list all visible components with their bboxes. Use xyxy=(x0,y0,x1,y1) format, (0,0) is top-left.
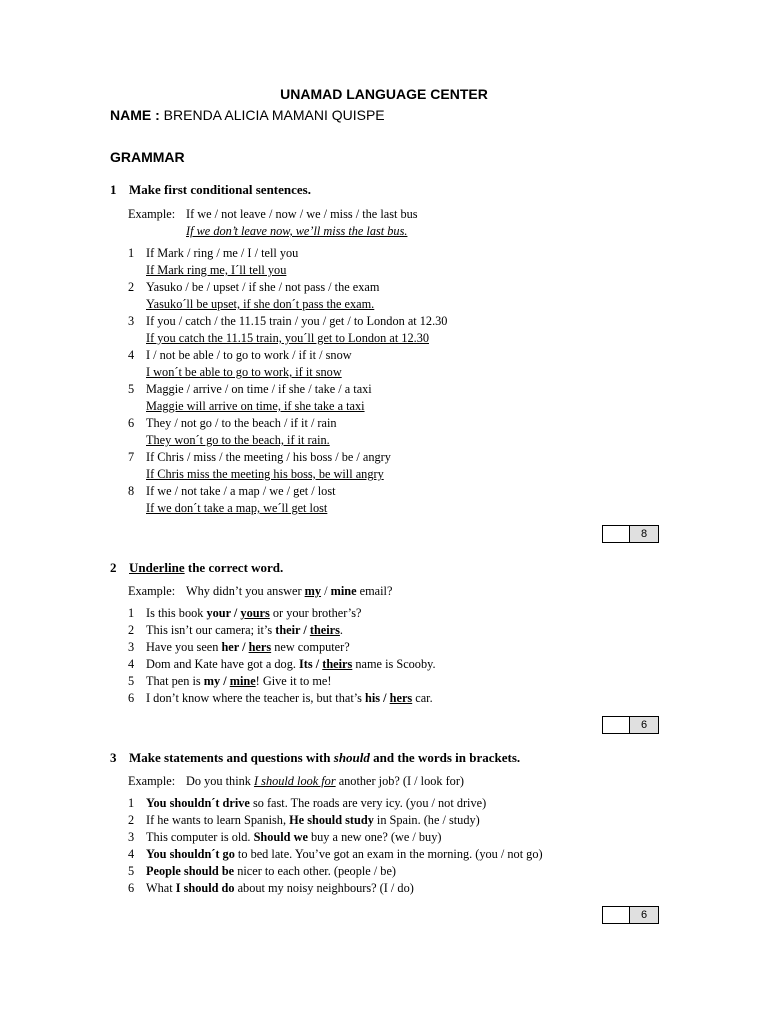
exercise-instruction-italic: should xyxy=(333,750,370,765)
item-text: What xyxy=(146,881,176,895)
word-option-underlined: mine xyxy=(229,674,256,688)
example-line xyxy=(128,773,670,790)
score-value: 6 xyxy=(630,907,658,923)
name-label: NAME : xyxy=(110,107,160,123)
option-separator: / xyxy=(220,674,230,688)
word-option-underlined: hers xyxy=(389,691,413,705)
item-text: This isn’t our camera; it’s xyxy=(146,623,276,637)
item-text: I don’t know where the teacher is, but that’s xyxy=(146,691,366,705)
exercise-1 xyxy=(110,180,670,517)
word-option: his xyxy=(365,691,381,705)
exercise-2-items xyxy=(110,605,670,707)
exercise-number: 2 xyxy=(110,560,117,575)
list-item xyxy=(128,690,670,707)
item-answer: Should we xyxy=(253,830,308,844)
item-text: Dom and Kate have got a dog. xyxy=(146,657,299,671)
item-answer: Maggie will arrive on time, if she take a taxi xyxy=(146,399,365,413)
example-answer: If we don’t leave now, we’ll miss the last bus. xyxy=(186,224,408,238)
item-answer: He should study xyxy=(289,813,374,827)
item-answer: Yasuko´ll be upset, if she don´t pass the exam. xyxy=(146,297,375,311)
item-number: 2 xyxy=(128,813,135,827)
example-label: Example: xyxy=(128,774,176,788)
exercise-number: 1 xyxy=(110,182,117,197)
exercise-2-heading xyxy=(110,558,670,578)
word-option-underlined: theirs xyxy=(309,623,340,637)
exercise-1-items xyxy=(110,245,670,517)
item-prompt: I / not be able / to go to work / if it / snow xyxy=(146,348,352,362)
list-item xyxy=(128,673,670,690)
exercise-instruction: Make first conditional sentences. xyxy=(129,182,311,197)
example-label: Example: xyxy=(128,584,176,598)
example-option: mine xyxy=(330,584,357,598)
item-answer: I should do xyxy=(175,881,235,895)
item-prompt: Yasuko / be / upset / if she / not pass / the exam xyxy=(146,280,380,294)
word-option-underlined: theirs xyxy=(322,657,353,671)
item-answer: If Mark ring me, I´ll tell you xyxy=(146,263,287,277)
item-text: ! Give it to me! xyxy=(255,674,332,688)
score-value: 8 xyxy=(630,526,658,542)
exercise-3 xyxy=(110,748,670,897)
item-text: car. xyxy=(412,691,433,705)
exercise-instruction-underlined: Underline xyxy=(129,560,185,575)
item-text: That pen is xyxy=(146,674,204,688)
item-number: 1 xyxy=(128,796,135,810)
item-answer: You shouldn´t go xyxy=(146,847,235,861)
item-text: about my noisy neighbours? (I / do) xyxy=(234,881,414,895)
item-prompt: If Mark / ring / me / I / tell you xyxy=(146,246,299,260)
exercise-number: 3 xyxy=(110,750,117,765)
item-text: Have you seen xyxy=(146,640,222,654)
item-number: 1 xyxy=(128,606,135,620)
list-item xyxy=(128,863,670,880)
item-answer: If you catch the 11.15 train, you´ll get to London at 12.30 xyxy=(146,331,429,345)
item-text: Is this book xyxy=(146,606,207,620)
item-answer: If we don´t take a map, we´ll get lost xyxy=(146,501,328,515)
exercise-instruction: Make statements and questions with xyxy=(129,750,334,765)
item-number: 3 xyxy=(128,830,135,844)
word-option: my xyxy=(203,674,221,688)
item-number: 5 xyxy=(128,864,135,878)
example-text: email? xyxy=(356,584,393,598)
example-option-selected: my xyxy=(304,584,322,598)
item-text: or your brother’s? xyxy=(269,606,362,620)
item-number: 3 xyxy=(128,314,135,328)
exercise-3-items xyxy=(110,795,670,897)
example-label: Example: xyxy=(128,207,176,221)
question-line xyxy=(128,415,670,432)
item-number: 1 xyxy=(128,246,135,260)
word-option: their xyxy=(275,623,301,637)
item-answer: I won´t be able to go to work, if it snow xyxy=(146,365,342,379)
question-line xyxy=(128,381,670,398)
exercise-instruction: and the words in brackets. xyxy=(369,750,521,765)
list-item xyxy=(128,812,670,829)
score-box-1 xyxy=(602,525,659,543)
section-title: GRAMMAR xyxy=(110,149,185,165)
list-item xyxy=(128,639,670,656)
question-line xyxy=(128,483,670,500)
item-number: 6 xyxy=(128,881,135,895)
example-line xyxy=(128,583,670,600)
question-line xyxy=(128,347,670,364)
item-number: 8 xyxy=(128,484,135,498)
list-item xyxy=(128,622,670,639)
word-option: your xyxy=(206,606,231,620)
score-blank xyxy=(603,907,630,923)
score-blank xyxy=(603,526,630,542)
item-text: in Spain. (he / study) xyxy=(373,813,480,827)
item-text: so fast. The roads are very icy. (you / not drive) xyxy=(249,796,487,810)
item-number: 4 xyxy=(128,348,135,362)
question-line xyxy=(128,313,670,330)
item-text: nicer to each other. (people / be) xyxy=(234,864,396,878)
exercise-1-heading xyxy=(110,180,670,200)
list-item xyxy=(128,829,670,846)
option-separator: / xyxy=(230,606,241,620)
item-number: 2 xyxy=(128,280,135,294)
item-prompt: Maggie / arrive / on time / if she / take / a taxi xyxy=(146,382,372,396)
score-box-3 xyxy=(602,906,659,924)
list-item xyxy=(128,605,670,622)
question-line xyxy=(128,449,670,466)
item-text: name is Scooby. xyxy=(352,657,436,671)
list-item xyxy=(128,795,670,812)
item-number: 7 xyxy=(128,450,135,464)
item-number: 4 xyxy=(128,847,135,861)
item-number: 6 xyxy=(128,416,135,430)
item-text: This computer is old. xyxy=(146,830,254,844)
option-separator: / xyxy=(312,657,323,671)
name-value: BRENDA ALICIA MAMANI QUISPE xyxy=(163,107,385,123)
item-number: 2 xyxy=(128,623,135,637)
question-line xyxy=(128,245,670,262)
item-answer: If Chris miss the meeting his boss, be will angry xyxy=(146,467,384,481)
list-item xyxy=(128,656,670,673)
word-option-underlined: hers xyxy=(248,640,272,654)
item-number: 3 xyxy=(128,640,135,654)
item-text: . xyxy=(339,623,343,637)
score-value: 6 xyxy=(630,717,658,733)
word-option-underlined: yours xyxy=(240,606,270,620)
example-text: another job? (I / look for) xyxy=(335,774,465,788)
option-separator: / xyxy=(321,584,331,598)
student-name-line xyxy=(110,107,385,123)
example-text: Do you think xyxy=(186,774,254,788)
example-line xyxy=(128,206,670,223)
item-answer: People should be xyxy=(146,864,235,878)
item-number: 5 xyxy=(128,674,135,688)
item-number: 4 xyxy=(128,657,135,671)
page-title: UNAMAD LANGUAGE CENTER xyxy=(280,86,488,102)
question-line xyxy=(128,279,670,296)
example-answer: I should look for xyxy=(253,774,336,788)
item-prompt: If Chris / miss / the meeting / his boss / be / angry xyxy=(146,450,391,464)
item-prompt: If we / not take / a map / we / get / lost xyxy=(146,484,336,498)
example-text: Why didn’t you answer xyxy=(186,584,305,598)
exercise-instruction: the correct word. xyxy=(184,560,284,575)
word-option: Its xyxy=(299,657,313,671)
option-separator: / xyxy=(380,691,390,705)
item-text: new computer? xyxy=(271,640,350,654)
word-option: her xyxy=(221,640,240,654)
exercise-3-heading xyxy=(110,748,670,768)
item-prompt: If you / catch / the 11.15 train / you / get / to London at 12.30 xyxy=(146,314,448,328)
exercise-2 xyxy=(110,558,670,707)
item-answer: They won´t go to the beach, if it rain. xyxy=(146,433,330,447)
list-item xyxy=(128,880,670,897)
example-prompt: If we / not leave / now / we / miss / the last bus xyxy=(186,207,418,221)
item-text: to bed late. You’ve got an exam in the morning. (you / not go) xyxy=(234,847,543,861)
item-number: 5 xyxy=(128,382,135,396)
item-text: buy a new one? (we / buy) xyxy=(307,830,442,844)
item-prompt: They / not go / to the beach / if it / rain xyxy=(146,416,337,430)
score-blank xyxy=(603,717,630,733)
option-separator: / xyxy=(239,640,249,654)
item-number: 6 xyxy=(128,691,135,705)
item-answer: You shouldn´t drive xyxy=(146,796,250,810)
option-separator: / xyxy=(300,623,310,637)
item-text: If he wants to learn Spanish, xyxy=(146,813,290,827)
list-item xyxy=(128,846,670,863)
score-box-2 xyxy=(602,716,659,734)
